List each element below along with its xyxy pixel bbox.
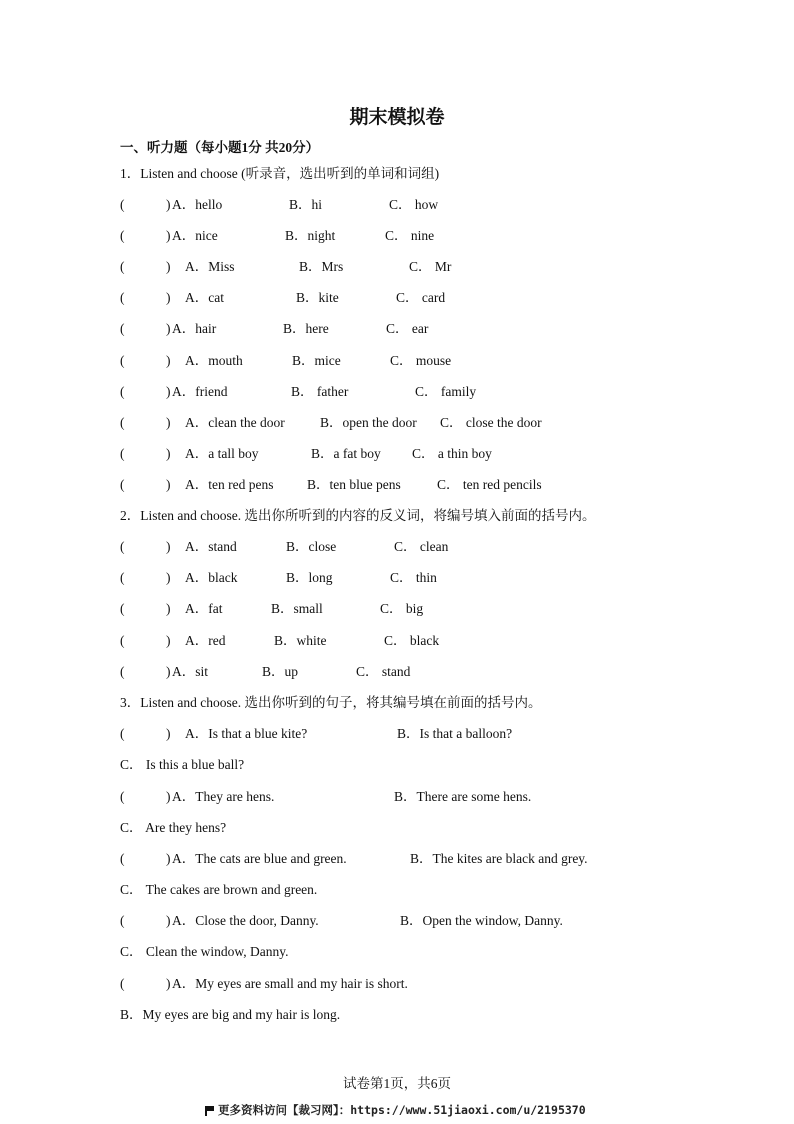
option-a: A．hello (172, 197, 223, 212)
footer-link-text: 更多资料访问【裁习网】：https://www.51jiaoxi.com/u/2195370 (218, 1103, 586, 1117)
option-a: A．Is that a blue kite? (185, 726, 308, 741)
footer-link[interactable] (205, 1101, 586, 1119)
answer-paren-close: ) (166, 851, 171, 866)
answer-paren-close: ) (166, 664, 171, 679)
answer-paren-close: ) (166, 321, 171, 336)
option-b: B．close (286, 539, 337, 554)
option-c: B．My eyes are big and my hair is long. (120, 1007, 341, 1022)
option-b: B．long (286, 570, 333, 585)
answer-paren-open: ( (120, 726, 125, 741)
option-c: C． close the door (440, 415, 542, 430)
option-a: A．nice (172, 228, 218, 243)
option-c: C． Are they hens? (120, 820, 227, 835)
option-b: B．There are some hens. (394, 789, 532, 804)
answer-paren-open: ( (120, 913, 125, 928)
option-a: A．fat (185, 601, 223, 616)
option-b: B．The kites are black and grey. (410, 851, 588, 866)
option-c: C． how (389, 197, 439, 212)
answer-paren-close: ) (166, 913, 171, 928)
option-b: B．mice (292, 353, 341, 368)
option-c: C． mouse (390, 353, 452, 368)
answer-paren-close: ) (166, 539, 171, 554)
answer-paren-close: ) (166, 353, 171, 368)
option-a: A．cat (185, 290, 224, 305)
option-c: C． big (380, 601, 424, 616)
answer-paren-close: ) (166, 601, 171, 616)
option-c: C． clean (394, 539, 449, 554)
option-c: C． family (415, 384, 477, 399)
answer-paren-open: ( (120, 789, 125, 804)
answer-paren-close: ) (166, 259, 171, 274)
answer-paren-open: ( (120, 197, 125, 212)
option-b: B．small (271, 601, 323, 616)
option-c: C． nine (385, 228, 435, 243)
option-a: A．Close the door, Danny. (172, 913, 319, 928)
answer-paren-open: ( (120, 228, 125, 243)
answer-paren-open: ( (120, 477, 125, 492)
option-c: C． black (384, 633, 440, 648)
answer-paren-open: ( (120, 851, 125, 866)
section-1-heading: 一、听力题（每小题1分 共20分） (120, 140, 320, 155)
option-b: B．white (274, 633, 327, 648)
answer-paren-open: ( (120, 353, 125, 368)
option-c: C． Is this a blue ball? (120, 757, 245, 772)
option-a: A．They are hens. (172, 789, 275, 804)
option-b: B．Mrs (299, 259, 344, 274)
answer-paren-close: ) (166, 197, 171, 212)
page-title: 期末模拟卷 (349, 107, 445, 128)
answer-paren-open: ( (120, 446, 125, 461)
option-a: A．black (185, 570, 238, 585)
answer-paren-open: ( (120, 664, 125, 679)
option-a: A．Miss (185, 259, 235, 274)
answer-paren-close: ) (166, 415, 171, 430)
option-c: C． card (396, 290, 446, 305)
answer-paren-close: ) (166, 290, 171, 305)
option-c: C． The cakes are brown and green. (120, 882, 318, 897)
answer-paren-close: ) (166, 384, 171, 399)
option-c: C． a thin boy (412, 446, 492, 461)
answer-paren-open: ( (120, 976, 125, 991)
answer-paren-open: ( (120, 601, 125, 616)
answer-paren-close: ) (166, 726, 171, 741)
page-number: 试卷第1页，共6页 (343, 1076, 451, 1091)
part-3-instruction: 3．Listen and choose. 选出你听到的句子，将其编号填在前面的括号内。 (120, 695, 542, 710)
answer-paren-open: ( (120, 384, 125, 399)
option-a: A．ten red pens (185, 477, 274, 492)
option-c: C． ear (386, 321, 429, 336)
option-b: B．ten blue pens (307, 477, 401, 492)
answer-paren-close: ) (166, 446, 171, 461)
answer-paren-close: ) (166, 789, 171, 804)
option-a: A．sit (172, 664, 209, 679)
answer-paren-open: ( (120, 570, 125, 585)
answer-paren-open: ( (120, 290, 125, 305)
answer-paren-close: ) (166, 633, 171, 648)
answer-paren-open: ( (120, 539, 125, 554)
flag-icon (205, 1106, 214, 1116)
option-b: B．here (283, 321, 329, 336)
part-1-instruction: 1．Listen and choose (听录音，选出听到的单词和词组) (120, 166, 440, 181)
answer-paren-close: ) (166, 228, 171, 243)
option-b: B．Is that a balloon? (397, 726, 513, 741)
answer-paren-close: ) (166, 976, 171, 991)
option-c: C． Mr (409, 259, 452, 274)
option-b: B． father (291, 384, 349, 399)
option-a: A．clean the door (185, 415, 285, 430)
part-2-instruction: 2．Listen and choose. 选出你所听到的内容的反义词，将编号填入前面的括号内。 (120, 508, 596, 523)
option-b: B．a fat boy (311, 446, 381, 461)
option-a: A．red (185, 633, 226, 648)
answer-paren-open: ( (120, 259, 125, 274)
answer-paren-close: ) (166, 570, 171, 585)
option-b: B．hi (289, 197, 323, 212)
option-a: A．friend (172, 384, 228, 399)
option-a: A．stand (185, 539, 237, 554)
option-c: C． Clean the window, Danny. (120, 944, 289, 959)
option-c: C． thin (390, 570, 437, 585)
answer-paren-open: ( (120, 321, 125, 336)
option-b: B．kite (296, 290, 339, 305)
answer-paren-open: ( (120, 415, 125, 430)
option-c: C． stand (356, 664, 411, 679)
option-a: A．My eyes are small and my hair is short. (172, 976, 408, 991)
option-b: B．up (262, 664, 299, 679)
option-a: A．a tall boy (185, 446, 259, 461)
option-b: B．Open the window, Danny. (400, 913, 563, 928)
option-b: B．night (285, 228, 336, 243)
answer-paren-open: ( (120, 633, 125, 648)
option-c: C． ten red pencils (437, 477, 542, 492)
option-a: A．hair (172, 321, 217, 336)
option-a: A．mouth (185, 353, 243, 368)
answer-paren-close: ) (166, 477, 171, 492)
option-a: A．The cats are blue and green. (172, 851, 347, 866)
option-b: B．open the door (320, 415, 417, 430)
